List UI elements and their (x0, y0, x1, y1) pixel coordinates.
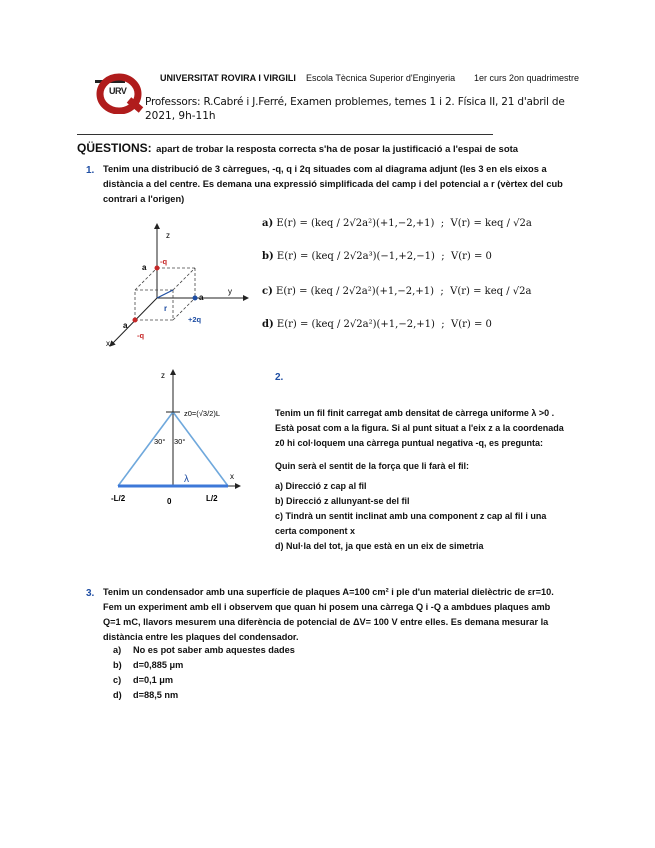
q3-option-c-label: c) (113, 675, 122, 685)
q3-option-d-text: d=88,5 nm (133, 690, 179, 700)
fig2-x-label: x (230, 472, 234, 481)
course-info: 1er curs 2on quadrimestre (474, 73, 580, 83)
q3-option-a-text: No es pot saber amb aquestes dades (133, 645, 295, 655)
q2-option-c (275, 509, 605, 524)
q3-options (113, 643, 295, 703)
q2-line-1: Tenim un fil finit carregat amb densitat de càrrega uniforme λ >0 . (275, 408, 555, 418)
fig1-q-top: -q (160, 257, 168, 266)
q2-option-c-label: c) (275, 511, 284, 521)
q3-option-c-text: d=0,1 μm (133, 675, 174, 685)
q3-option-b-label: b) (113, 660, 122, 670)
q2-option-a (275, 479, 605, 494)
q2-wire-figure (100, 364, 260, 514)
university-name: UNIVERSITAT ROVIRA I VIRGILI (160, 73, 296, 83)
q3-line-3: Q=1 mC, llavors mesurem una diferència de potencial de ΔV= 100 V entre elles. Es demana mesurar la (103, 617, 549, 627)
university-logo (95, 72, 151, 114)
q1-option-c-label: c) (262, 286, 273, 297)
fig1-a-label-top: a (142, 263, 147, 272)
q2-number: 2. (275, 372, 284, 383)
fig1-q-x: -q (137, 331, 145, 340)
professors-line-1: Professors: R.Cabré i J.Ferré, Examen problemes, temes 1 i 2. Física II, 21 d'abril de (145, 96, 565, 108)
q1-option-c-field: E(r) = (keq / 2√2a²)(+1,−2,+1) (276, 286, 434, 297)
q3-statement (103, 585, 603, 645)
q2-option-d-text: Nul·la del tot, ja que està en un eix de simetria (286, 541, 484, 551)
q1-cube-figure (100, 218, 260, 358)
q1-option-d-label: d) (262, 319, 274, 330)
fig1-y-label: y (228, 287, 232, 296)
q1-option-b-label: b) (262, 251, 274, 262)
school-name: Escola Tècnica Superior d'Enginyeria (306, 73, 456, 83)
charge-plus-2q (193, 296, 198, 301)
q2-option-b-text: Direcció z allunyant-se del fil (286, 496, 410, 506)
q1-line-3: contrari a l'origen) (103, 194, 185, 204)
professors-line-2: 2021, 9h-11h (145, 110, 216, 122)
fig2-left-label: -L/2 (111, 494, 126, 503)
fig1-2q-label: +2q (188, 315, 202, 324)
q2-options (275, 479, 605, 554)
q3-option-a (113, 643, 295, 658)
q2-option-c-cont (275, 524, 605, 539)
section-heading (77, 139, 518, 157)
fig2-right-label: L/2 (206, 494, 218, 503)
q3-line-4: distància entre les plaques del condensador. (103, 632, 299, 642)
q1-option-b-field: E(r) = (keq / 2√2a³)(−1,+2,−1) (276, 251, 435, 262)
q2-option-d (275, 539, 605, 554)
q2-option-c-cont-text: certa component x (275, 526, 356, 536)
q3-option-d-label: d) (113, 690, 122, 700)
q2-statement (275, 406, 610, 451)
q2-option-d-label: d) (275, 541, 284, 551)
q2-line-3: z0 hi col·loquem una càrrega puntual negativa -q, es pregunta: (275, 438, 544, 448)
q2-question: Quin serà el sentit de la força que li farà el fil: (275, 461, 470, 471)
section-subtitle: apart de trobar la resposta correcta s'ha de posar la justificació a l'espai de sota (156, 144, 519, 155)
fig2-angle-right: 30° (174, 437, 186, 446)
q1-line-1: Tenim una distribució de 3 càrregues, -q, q i 2q situades com al diagrama adjunt (les 3 en els eixos a (103, 164, 547, 174)
fig1-a-label-right: a (199, 293, 204, 302)
fig1-x-label: x (106, 339, 110, 348)
q1-option-d-potential: V(r) = 0 (451, 319, 492, 330)
fig2-origin-label: 0 (167, 497, 172, 506)
q1-option-a-potential: V(r) = keq / √2a (450, 218, 532, 229)
q1-line-2: distància a del centre. Es demana una expressió simplificada del camp i del potencial a r (vèrtex del cub (103, 179, 563, 189)
q2-option-b (275, 494, 605, 509)
fig2-angle-left: 30° (154, 437, 166, 446)
q2-option-c-text: Tindrà un sentit inclinat amb una component z cap al fil i una (285, 511, 547, 521)
q3-number: 3. (86, 588, 95, 599)
q3-option-b (113, 658, 295, 673)
q2-option-a-text: Direcció z cap al fil (285, 481, 367, 491)
fig1-a-label-x: a (123, 321, 128, 330)
q3-option-d (113, 688, 295, 703)
logo-letters: URV (109, 86, 127, 96)
q3-option-b-text: d=0,885 μm (133, 660, 184, 670)
fig2-z-label: z (161, 371, 165, 380)
q1-option-a-label: a) (262, 218, 274, 229)
fig2-lambda: λ (184, 474, 189, 485)
fig2-z0-label: z0=(√3/2)L (184, 409, 221, 418)
q1-option-c-potential: V(r) = keq / √2a (450, 286, 532, 297)
section-divider (77, 134, 493, 135)
q1-number: 1. (86, 165, 95, 176)
q1-option-a: a) E(r) = (keq / 2√2a²)(+1,−2,+1) ; V(r) = keq / √2a (262, 218, 532, 229)
q2-line-2: Està posat com a la figura. Si al punt situat a l'eix z a la coordenada (275, 423, 564, 433)
q3-line-1: Tenim un condensador amb una superfície de plaques A=100 cm² i ple d'un material dielèctric de εr=10. (103, 587, 554, 597)
q3-option-c (113, 673, 295, 688)
q2-option-a-label: a) (275, 481, 284, 491)
section-title: QÜESTIONS: (77, 141, 152, 155)
q1-option-d-field: E(r) = (keq / 2√2a²)(+1,−2,+1) (276, 319, 435, 330)
q3-option-a-label: a) (113, 645, 122, 655)
fig1-r-label: r (164, 304, 168, 313)
q1-statement (103, 162, 593, 207)
triangle-right-side (173, 412, 228, 486)
charge-minus-q-top (155, 266, 160, 271)
q1-option-c: c) E(r) = (keq / 2√2a²)(+1,−2,+1) ; V(r) = keq / √2a (262, 286, 532, 297)
q1-options (262, 218, 562, 352)
q1-option-b: b) E(r) = (keq / 2√2a³)(−1,+2,−1) ; V(r) = 0 (262, 251, 492, 262)
fig1-z-label: z (166, 231, 170, 240)
q1-option-a-field: E(r) = (keq / 2√2a²)(+1,−2,+1) (276, 218, 435, 229)
q2-option-b-label: b) (275, 496, 284, 506)
triangle-left-side (118, 412, 173, 486)
q1-option-d: d) E(r) = (keq / 2√2a²)(+1,−2,+1) ; V(r) = 0 (262, 319, 492, 330)
q3-line-2: Fem un experiment amb ell i observem que quan hi posem una càrrega Q i -Q a ambdues plaques amb (103, 602, 551, 612)
q1-option-b-potential: V(r) = 0 (451, 251, 492, 262)
charge-minus-q-x (133, 318, 138, 323)
r-vector (157, 290, 173, 298)
